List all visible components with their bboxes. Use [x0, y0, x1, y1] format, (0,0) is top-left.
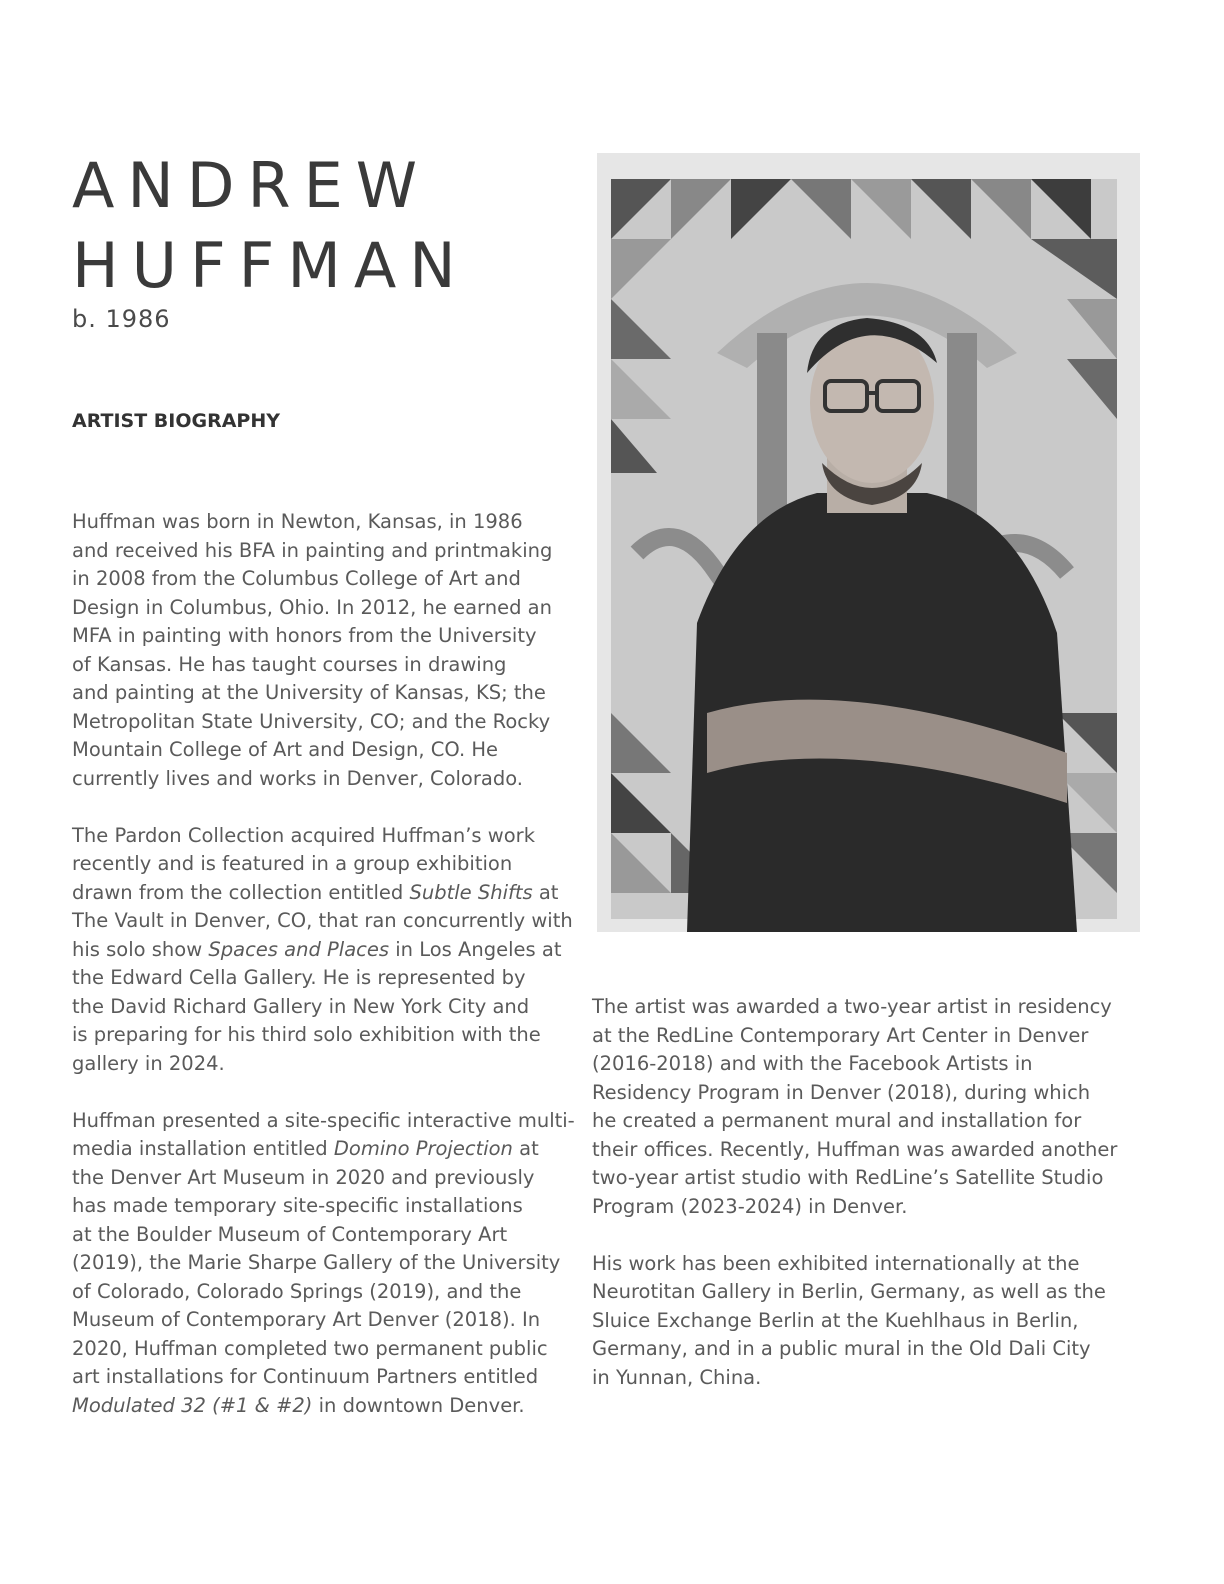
text-line: Huffman was born in Newton, Kansas, in 1986 — [72, 510, 523, 533]
text-line: Residency Program in Denver (2018), during which — [592, 1080, 1091, 1104]
bio-paragraph-1 — [72, 508, 562, 793]
text-line: 2020, Huffman completed two permanent public — [72, 1336, 548, 1360]
bio-paragraph-3 — [72, 1107, 575, 1421]
text-line: Mountain College of Art and Design, CO. He — [72, 738, 499, 761]
text-line: is preparing for his third solo exhibition with the — [72, 1023, 541, 1046]
text-line: has made temporary site-specific installations — [72, 1194, 523, 1217]
text-line: Huffman presented a site-specific interactive multi- — [72, 1108, 575, 1132]
text-line: their offices. Recently, Huffman was awarded another — [592, 1137, 1118, 1161]
text-line — [72, 1392, 562, 1421]
artist-first-name: ANDREW — [72, 149, 431, 222]
bio-paragraph-2 — [72, 822, 573, 1079]
bio-paragraph-4 — [592, 993, 1118, 1221]
text-line: at the Boulder Museum of Contemporary Art — [72, 1222, 508, 1246]
text-line: of Colorado, Colorado Springs (2019), and the — [72, 1279, 522, 1303]
text-line: Design in Columbus, Ohio. In 2012, he earned an — [72, 595, 552, 619]
text-line: (2019), the Marie Sharpe Gallery of the University — [72, 1251, 561, 1274]
text-line: His work has been exhibited internationally at the — [592, 1251, 1080, 1275]
artist-last-name: HUFFMAN — [72, 229, 469, 302]
text-line: recently and is featured in a group exhibition — [72, 852, 513, 875]
text-run: drawn from the collection entitled — [72, 880, 410, 904]
text-line: of Kansas. He has taught courses in drawing — [72, 652, 507, 676]
text-line: The artist was awarded a two-year artist in residency — [592, 995, 1112, 1018]
artist-portrait-photo — [597, 153, 1140, 932]
exhibition-title-spaces-and-places: Spaces and Places — [208, 937, 390, 961]
text-line — [72, 1135, 562, 1164]
text-run: in Los Angeles at — [389, 937, 562, 961]
text-line — [72, 936, 562, 965]
artwork-title-modulated-32: Modulated 32 (#1 & #2) — [72, 1393, 313, 1417]
text-line: Metropolitan State University, CO; and the Rocky — [72, 709, 551, 733]
text-line: Museum of Contemporary Art Denver (2018). In — [72, 1308, 541, 1331]
text-line: The Vault in Denver, CO, that ran concurrently with — [72, 909, 573, 932]
text-line: Neurotitan Gallery in Berlin, Germany, as well as the — [592, 1280, 1106, 1303]
text-line: The Pardon Collection acquired Huffman’s work — [72, 823, 535, 847]
text-line: Program (2023-2024) in Denver. — [592, 1194, 908, 1218]
text-run: his solo show — [72, 937, 209, 961]
text-line: gallery in 2024. — [72, 1051, 225, 1075]
text-line: MFA in painting with honors from the University — [72, 624, 537, 647]
text-line: the David Richard Gallery in New York City and — [72, 994, 530, 1018]
text-line: (2016-2018) and with the Facebook Artists in — [592, 1052, 1033, 1075]
installation-title-domino-projection: Domino Projection — [333, 1137, 513, 1160]
right-column — [592, 993, 1118, 1421]
text-run: at — [532, 880, 559, 904]
section-title: ARTIST BIOGRAPHY — [72, 410, 280, 432]
bio-paragraph-5 — [592, 1250, 1112, 1393]
portrait-illustration — [597, 153, 1140, 932]
text-line: in 2008 from the Columbus College of Art and — [72, 567, 521, 590]
text-line: Sluice Exchange Berlin at the Kuehlhaus in Berlin, — [592, 1308, 1079, 1332]
text-line: the Edward Cella Gallery. He is represented by — [72, 966, 526, 989]
text-line: and painting at the University of Kansas, KS; the — [72, 681, 546, 704]
text-line: at the RedLine Contemporary Art Center in Denver — [592, 1023, 1089, 1047]
text-run: in downtown Denver. — [312, 1393, 525, 1417]
text-line: and received his BFA in painting and printmaking — [72, 538, 553, 562]
text-line: currently lives and works in Denver, Colorado. — [72, 766, 523, 790]
text-run: media installation entitled — [72, 1137, 334, 1160]
text-line — [72, 879, 562, 908]
artist-name — [72, 146, 469, 306]
text-line: Germany, and in a public mural in the Old Dali City — [592, 1337, 1091, 1360]
left-column — [72, 508, 575, 1449]
text-line: two-year artist studio with RedLine’s Satellite Studio — [592, 1166, 1104, 1189]
text-line: art installations for Continuum Partners entitled — [72, 1365, 539, 1388]
text-line: he created a permanent mural and installation for — [592, 1109, 1082, 1132]
text-run: at — [512, 1137, 539, 1160]
text-line: the Denver Art Museum in 2020 and previously — [72, 1165, 535, 1189]
birth-year: b. 1986 — [72, 305, 171, 333]
text-line: in Yunnan, China. — [592, 1365, 762, 1389]
exhibition-title-subtle-shifts: Subtle Shifts — [409, 880, 533, 904]
